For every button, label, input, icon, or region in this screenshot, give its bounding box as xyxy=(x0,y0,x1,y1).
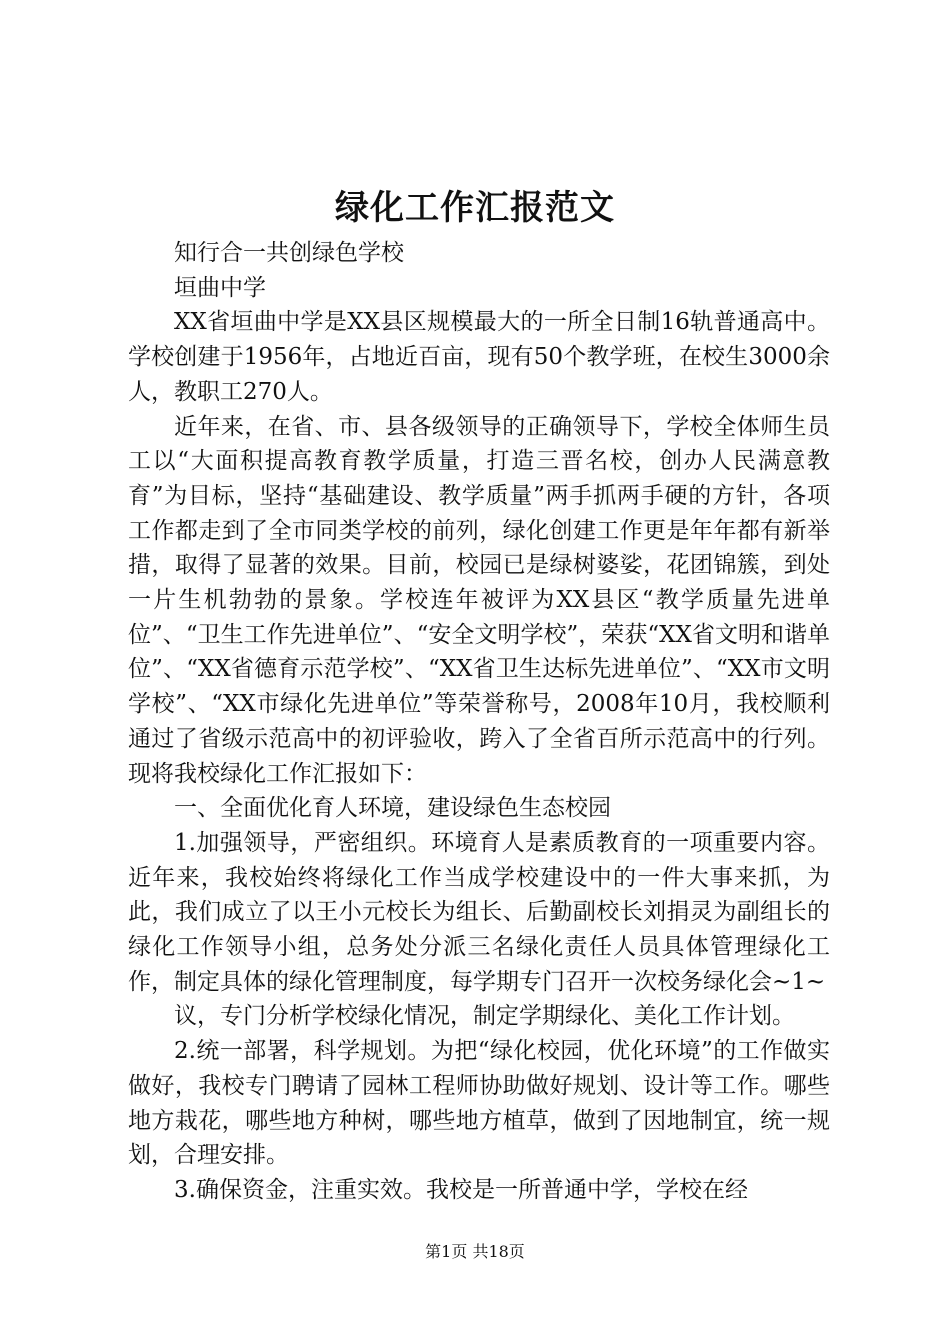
body-paragraph: 近年来，在省、市、县各级领导的正确领导下，学校全体师生员工以“大面积提高教育教学质量，打造三晋名校，创办人民满意教育”为目标，坚持“基础建设、教学质量”两手抓两手硬的方针，各项工作都走到了全市同类学校的前列，绿化创建工作更是年年都有新举措，取得了显著的效果。目前，校园已是绿树婆娑，花团锦簇，到处一片生机勃勃的景象。学校连年被评为XX县区“教学质量先进单位”、“卫生工作先进单位”、“安全文明学校”，荣获“XX省文明和谐单位”、“XX省德育示范学校”、“XX省卫生达标先进单位”、“XX市文明学校”、“XX市绿化先进单位”等荣誉称号，2008年10月，我校顺利通过了省级示范高中的初评验收，跨入了全省百所示范高中的行列。现将我校绿化工作汇报如下： xyxy=(128,413,830,787)
body-paragraph: XX省垣曲中学是XX县区规模最大的一所全日制16轨普通高中。学校创建于1956年，占地近百亩，现有50个教学班，在校生3000余人，教职工270人。 xyxy=(128,309,830,405)
author-paragraph: 垣曲中学 xyxy=(174,274,266,301)
section-heading: 一、全面优化育人环境，建设绿色生态校园 xyxy=(174,795,611,822)
body-paragraph: 议，专门分析学校绿化情况，制定学期绿化、美化工作计划。 xyxy=(174,1003,795,1030)
body-paragraph: 3.确保资金，注重实效。我校是一所普通中学，学校在经 xyxy=(174,1176,748,1203)
body-paragraph: 2.统一部署，科学规划。为把“绿化校园，优化环境”的工作做实做好，我校专门聘请了园林工程师协助做好规划、设计等工作。哪些地方栽花，哪些地方种树，哪些地方植草，做到了因地制宜，统一规划，合理安排。 xyxy=(128,1038,830,1169)
body-paragraph: 1.加强领导，严密组织。环境育人是素质教育的一项重要内容。近年来，我校始终将绿化工作当成学校建设中的一件大事来抓，为此，我们成立了以王小元校长为组长、后勤副校长刘捐灵为副组长的绿化工作领导小组，总务处分派三名绿化责任人员具体管理绿化工作，制定具体的绿化管理制度，每学期专门召开一次校务绿化会~1~ xyxy=(128,829,830,995)
page-footer: 第1页 共18页 xyxy=(425,1242,525,1261)
subtitle-paragraph: 知行合一共创绿色学校 xyxy=(174,240,404,266)
document-title: 绿化工作汇报范文 xyxy=(335,188,615,228)
document-body xyxy=(128,236,830,1208)
